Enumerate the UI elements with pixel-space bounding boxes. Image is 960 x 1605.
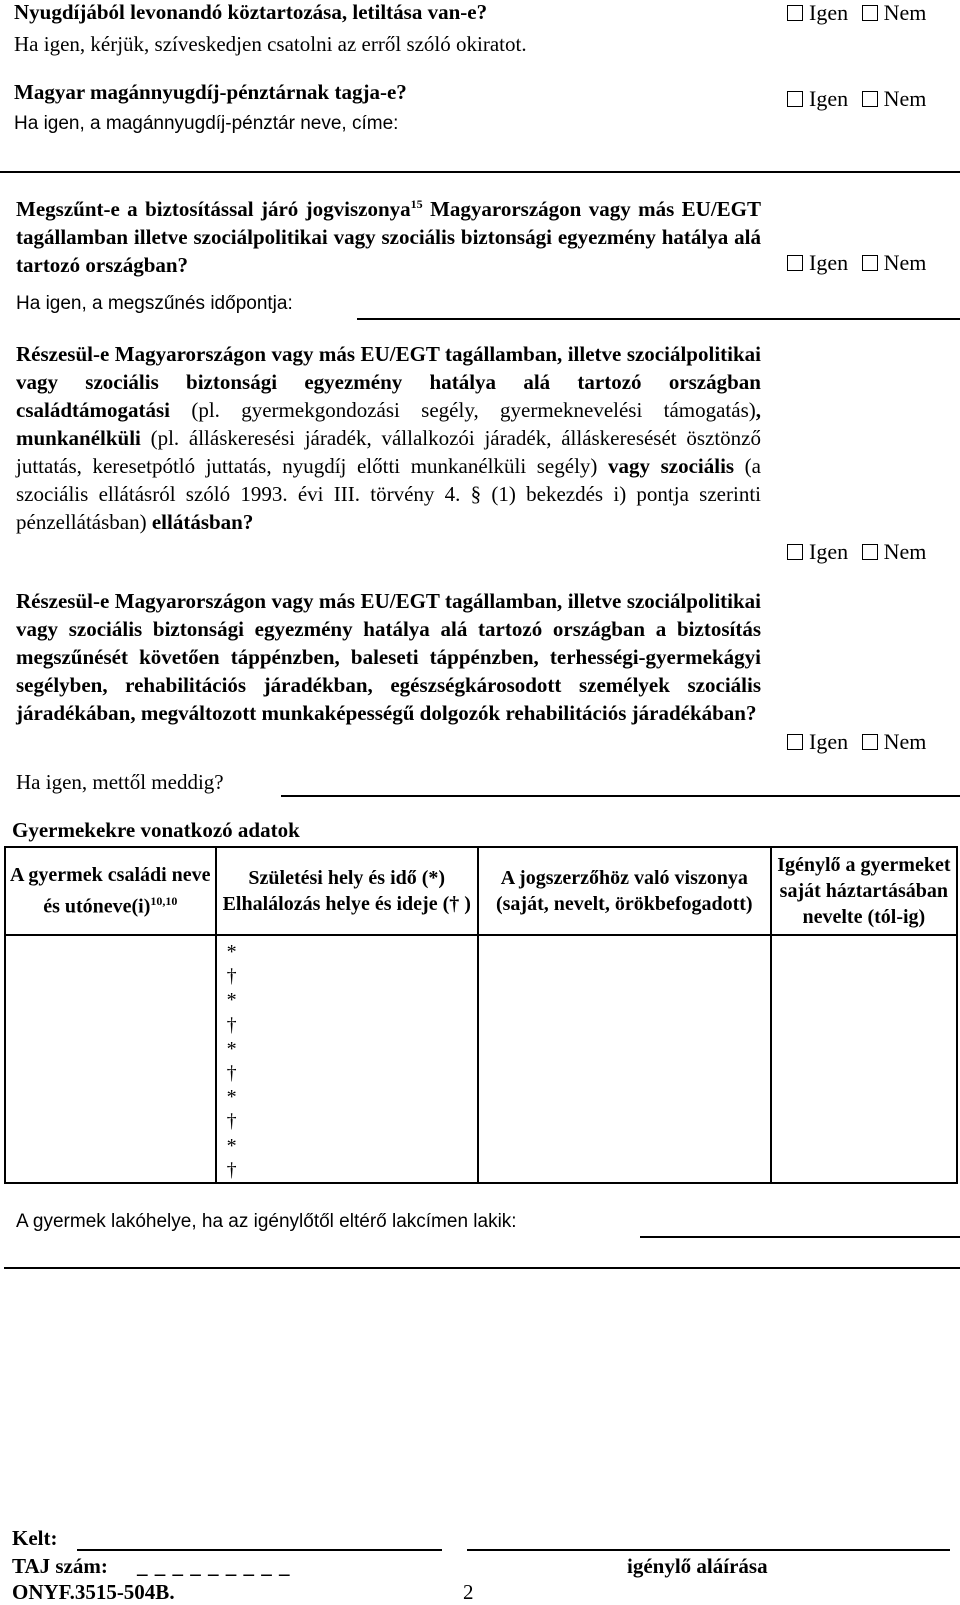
q1-nem-label: Nem (883, 0, 927, 25)
q2-igen-label: Igen (809, 86, 849, 111)
taj-label: TAJ szám: (12, 1554, 108, 1578)
page-number: 2 (463, 1580, 474, 1604)
q4-nem-checkbox[interactable] (862, 544, 878, 560)
col-child-name-header (5, 847, 216, 935)
q4-text-3: (pl. gyermekgondozási segély, gyermeknevelési támogatás) (191, 398, 756, 422)
q5-question: Részesül-e Magyarországon vagy más EU/EGT tagállamban, illetve szociálpolitikai vagy szociális biztonsági egyezmény hatálya alá tartozó országban a biztosítás megszűnését követően táppénzben, baleseti táppénzben, terhességi-gyermekágyi segélyben, rehabilitációs járadékban, egészségkárosodott személyek szociális járadékában, megváltozott munkaképességű dolgozók rehabilitációs járadékában? (16, 589, 761, 725)
signature-label: igénylő aláírása (627, 1554, 768, 1578)
q3-nem-label: Nem (883, 250, 927, 275)
q2-options (787, 86, 926, 112)
q2-igen-checkbox[interactable] (787, 91, 803, 107)
q1-igen-label: Igen (809, 0, 849, 25)
q4-text-2: családtámogatási (16, 398, 170, 422)
residence-field-line-2[interactable] (4, 1267, 960, 1269)
col1-footnote-ref: 10,10 (150, 894, 178, 909)
col1-label: A gyermek családi neve és utóneve(i) (10, 864, 211, 918)
birth-mark: * (226, 989, 237, 1012)
kelt-label: Kelt: (12, 1526, 58, 1550)
q5-period-field[interactable] (281, 795, 960, 797)
q4-question (16, 340, 761, 536)
q5-igen-label: Igen (809, 729, 849, 754)
q4-nem-label: Nem (883, 539, 927, 564)
children-section-title: Gyermekekre vonatkozó adatok (12, 818, 300, 842)
q3-footnote-ref: 15 (410, 197, 423, 211)
q5-nem-label: Nem (883, 729, 927, 754)
q4-text-7: (a szociális ellátásról szóló 1993. évi III. törvény 4. § (1) bekezdés i) pontja szerinti pénzellátásban) (16, 454, 761, 534)
q1-note: Ha igen, kérjük, szíveskedjen csatolni az erről szóló okiratot. (14, 32, 527, 56)
death-mark: † (226, 1013, 237, 1036)
q3-question-text-b: Magyarországon vagy más EU/EGT tagállamban illetve szociálpolitikai vagy szociális biztonsági egyezmény hatálya alá tartozó országban? (16, 197, 761, 277)
q3-igen-checkbox[interactable] (787, 255, 803, 271)
table-row (5, 935, 957, 1183)
q3-date-field[interactable] (357, 318, 960, 320)
death-mark: † (226, 1158, 237, 1181)
q1-nem-checkbox[interactable] (862, 5, 878, 21)
q4-options (787, 539, 926, 565)
residence-label: A gyermek lakóhelye, ha az igénylőtől eltérő lakcímen lakik: (16, 1211, 517, 1232)
children-table (4, 846, 958, 1184)
q5-igen-checkbox[interactable] (787, 734, 803, 750)
kelt-field[interactable] (77, 1549, 442, 1551)
birth-death-cell[interactable] (216, 935, 478, 1183)
q5-options (787, 729, 926, 755)
q3-igen-label: Igen (809, 250, 849, 275)
q4-text-4: , munkanélküli (16, 398, 761, 450)
children-table-header (5, 847, 957, 935)
birth-mark: * (226, 941, 237, 963)
q2-nem-label: Nem (883, 86, 927, 111)
q4-text-8: ellátásban? (151, 510, 254, 534)
q5-followup-label: Ha igen, mettől meddig? (16, 770, 224, 794)
q4-text-1: Részesül-e Magyarországon vagy más EU/EGT tagállamban, illetve szociálpolitikai vagy szociális biztonsági egyezmény hatálya alá tartozó országban (16, 342, 761, 394)
q1-options (787, 0, 926, 26)
q5-nem-checkbox[interactable] (862, 734, 878, 750)
q2-nem-checkbox[interactable] (862, 91, 878, 107)
col-birth-death-header: Születési hely és idő (*) Elhalálozás helye és ideje († ) (216, 847, 478, 935)
residence-field[interactable] (640, 1236, 960, 1238)
q4-text-5: (pl. álláskeresési járadék, vállalkozói járadék, álláskeresését ösztönző juttatás, keresetpótló juttatás, nyugdíj előtti munkanélküli segély) (16, 426, 761, 478)
household-cell[interactable] (771, 935, 957, 1183)
taj-field[interactable]: _ _ _ _ _ _ _ _ _ (137, 1554, 291, 1578)
form-code: ONYF.3515-504B. (12, 1580, 175, 1604)
q4-igen-checkbox[interactable] (787, 544, 803, 560)
q3-options (787, 250, 926, 276)
col-relation-header: A jogszerzőhöz való viszonya (saját, nevelt, örökbefogadott) (478, 847, 771, 935)
birth-mark: * (226, 1037, 237, 1060)
birth-mark: * (226, 1086, 237, 1109)
q2-note: Ha igen, a magánnyugdíj-pénztár neve, címe: (14, 113, 399, 134)
relation-cell[interactable] (478, 935, 771, 1183)
q1-question: Nyugdíjából levonandó köztartozása, letiltása van-e? (14, 0, 488, 24)
child-name-cell[interactable] (5, 935, 216, 1183)
q3-nem-checkbox[interactable] (862, 255, 878, 271)
q4-igen-label: Igen (809, 539, 849, 564)
q3-question-text-a: Megszűnt-e a biztosítással járó jogviszonya (16, 197, 411, 221)
q3-followup-label: Ha igen, a megszűnés időpontja: (16, 293, 293, 314)
q2-question: Magyar magánnyugdíj-pénztárnak tagja-e? (14, 80, 407, 104)
divider (0, 171, 960, 173)
q3-question (16, 190, 761, 279)
q1-igen-checkbox[interactable] (787, 5, 803, 21)
death-mark: † (226, 965, 237, 988)
signature-line[interactable] (467, 1549, 950, 1551)
death-mark: † (226, 1062, 237, 1085)
col-household-header: Igénylő a gyermeket saját háztartásában nevelte (tól-ig) (771, 847, 957, 935)
death-mark: † (226, 1110, 237, 1133)
q4-text-6: vagy szociális (608, 454, 735, 478)
birth-mark: * (226, 1134, 237, 1157)
